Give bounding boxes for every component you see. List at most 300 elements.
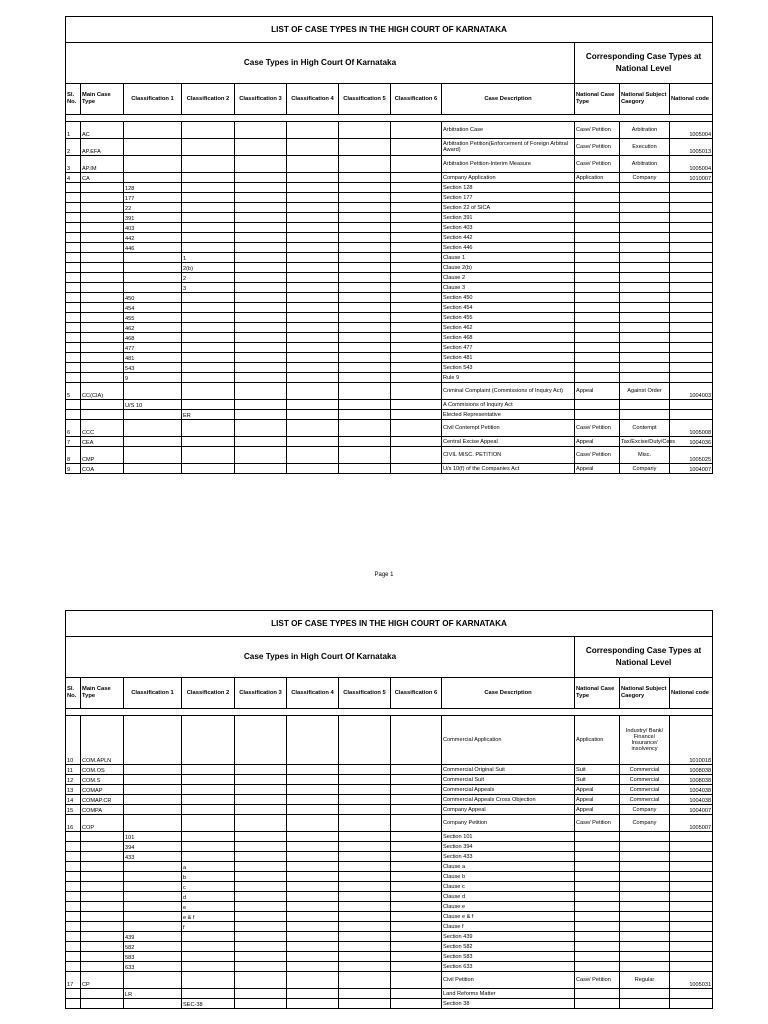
table-row (66, 323, 713, 333)
cell-classification-3 (235, 922, 287, 932)
cell-classification-6 (391, 343, 442, 353)
cell-classification-3 (235, 962, 287, 972)
cell-national-subject-category (620, 323, 670, 333)
cell-national-case-type: Appeal (575, 805, 620, 815)
cell-national-code (670, 223, 713, 233)
cell-classification-2: SEC-38 (182, 999, 235, 1009)
cell-classification-5 (339, 213, 391, 223)
table-row (66, 942, 713, 952)
cell-main-case-type: COM.S (81, 775, 124, 785)
cell-classification-1 (124, 156, 182, 173)
cell-classification-3 (235, 139, 287, 156)
cell-national-subject-category (620, 273, 670, 283)
table-row (66, 872, 713, 882)
cell-classification-6 (391, 353, 442, 363)
table-row (66, 223, 713, 233)
cell-classification-5 (339, 952, 391, 962)
cell-classification-4 (287, 922, 339, 932)
cell-classification-6 (391, 333, 442, 343)
cell-case-description: Arbitration Case (442, 122, 575, 139)
cell-classification-4 (287, 313, 339, 323)
cell-case-description: Arbitration Petition(Enforcement of Foreign Arbitral Award) (442, 139, 575, 156)
table-row (66, 156, 713, 173)
cell-classification-4 (287, 400, 339, 410)
table-row (66, 233, 713, 243)
cell-classification-5 (339, 400, 391, 410)
cell-national-case-type (575, 293, 620, 303)
cell-classification-1 (124, 862, 182, 872)
table-row (66, 420, 713, 437)
header-classification-2: Classification 2 (182, 678, 235, 709)
cell-classification-3 (235, 213, 287, 223)
cell-national-case-type (575, 333, 620, 343)
cell-main-case-type (81, 999, 124, 1009)
cell-sl-no (66, 353, 81, 363)
cell-national-case-type (575, 902, 620, 912)
cell-national-subject-category (620, 353, 670, 363)
cell-national-code (670, 989, 713, 999)
cell-main-case-type (81, 283, 124, 293)
cell-national-subject-category (620, 363, 670, 373)
cell-classification-4 (287, 815, 339, 832)
cell-national-case-type (575, 363, 620, 373)
cell-sl-no: 11 (66, 765, 81, 775)
cell-case-description: Section 391 (442, 213, 575, 223)
cell-classification-3 (235, 815, 287, 832)
cell-national-subject-category (620, 203, 670, 213)
cell-sl-no (66, 193, 81, 203)
cell-national-code (670, 363, 713, 373)
cell-national-case-type (575, 842, 620, 852)
table-row (66, 952, 713, 962)
cell-classification-5 (339, 223, 391, 233)
cell-national-code: 1004003 (670, 383, 713, 400)
cell-national-subject-category (620, 942, 670, 952)
cell-classification-3 (235, 233, 287, 243)
cell-classification-1: 454 (124, 303, 182, 313)
cell-classification-1: 462 (124, 323, 182, 333)
cell-classification-1 (124, 892, 182, 902)
cell-main-case-type (81, 303, 124, 313)
cell-sl-no (66, 343, 81, 353)
cell-national-case-type (575, 303, 620, 313)
cell-classification-5 (339, 293, 391, 303)
cell-classification-3 (235, 410, 287, 420)
cell-case-description: Section 38 (442, 999, 575, 1009)
cell-main-case-type (81, 902, 124, 912)
cell-main-case-type (81, 942, 124, 952)
cell-sl-no (66, 832, 81, 842)
cell-classification-1: 433 (124, 852, 182, 862)
cell-classification-1 (124, 464, 182, 474)
cell-classification-5 (339, 852, 391, 862)
cell-main-case-type: AC (81, 122, 124, 139)
cell-national-case-type (575, 283, 620, 293)
cell-national-case-type (575, 353, 620, 363)
cell-classification-2 (182, 437, 235, 447)
cell-main-case-type (81, 989, 124, 999)
cell-sl-no (66, 400, 81, 410)
cell-national-case-type (575, 952, 620, 962)
cell-classification-1 (124, 716, 182, 765)
table-row (66, 383, 713, 400)
cell-national-case-type: Appeal (575, 383, 620, 400)
header-classification-4: Classification 4 (287, 678, 339, 709)
cell-classification-1 (124, 882, 182, 892)
cell-national-case-type (575, 922, 620, 932)
cell-classification-1 (124, 912, 182, 922)
cell-national-subject-category (620, 922, 670, 932)
cell-classification-3 (235, 193, 287, 203)
header-classification-4: Classification 4 (287, 84, 339, 115)
case-types-table-page-1 (65, 16, 713, 474)
cell-classification-6 (391, 795, 442, 805)
cell-classification-2 (182, 323, 235, 333)
cell-main-case-type: CEA (81, 437, 124, 447)
cell-sl-no (66, 872, 81, 882)
cell-case-description: Arbitration Petition-Interim Measure (442, 156, 575, 173)
table-row (66, 892, 713, 902)
table-row (66, 400, 713, 410)
table-row (66, 922, 713, 932)
cell-national-case-type (575, 962, 620, 972)
cell-national-subject-category: Tax/Excise/Duty/Cess (621, 438, 676, 445)
cell-classification-5 (339, 173, 391, 183)
cell-main-case-type (81, 213, 124, 223)
cell-classification-5 (339, 373, 391, 383)
cell-classification-4 (287, 353, 339, 363)
table-row (66, 989, 713, 999)
cell-case-description: Company Petition (442, 815, 575, 832)
cell-classification-3 (235, 942, 287, 952)
cell-case-description: Clause c (442, 882, 575, 892)
cell-national-code (670, 932, 713, 942)
cell-national-subject-category (620, 213, 670, 223)
cell-classification-2: a (182, 862, 235, 872)
cell-classification-4 (287, 999, 339, 1009)
cell-classification-4 (287, 273, 339, 283)
cell-sl-no: 10 (66, 716, 81, 765)
cell-classification-6 (391, 805, 442, 815)
cell-classification-6 (391, 882, 442, 892)
cell-classification-1: 450 (124, 293, 182, 303)
cell-national-case-type (575, 410, 620, 420)
cell-classification-3 (235, 447, 287, 464)
cell-main-case-type: CCC (81, 420, 124, 437)
cell-classification-5 (339, 253, 391, 263)
cell-case-description: Section 177 (442, 193, 575, 203)
cell-classification-4 (287, 193, 339, 203)
cell-national-subject-category: Company (620, 464, 670, 474)
left-section-header: Case Types in High Court Of Karnataka (66, 637, 575, 678)
cell-case-description: Section 477 (442, 343, 575, 353)
cell-main-case-type: AP.EFA (81, 139, 124, 156)
cell-national-code: 1004036 (670, 437, 713, 447)
cell-classification-2: 1 (182, 253, 235, 263)
cell-classification-5 (339, 139, 391, 156)
header-classification-6: Classification 6 (391, 84, 442, 115)
cell-classification-4 (287, 363, 339, 373)
cell-classification-2 (182, 420, 235, 437)
cell-classification-4 (287, 283, 339, 293)
header-classification-6: Classification 6 (391, 678, 442, 709)
cell-classification-6 (391, 410, 442, 420)
cell-classification-1 (124, 420, 182, 437)
cell-classification-5 (339, 243, 391, 253)
cell-classification-6 (391, 972, 442, 989)
cell-national-subject-category: Contempt (620, 420, 670, 437)
cell-classification-4 (287, 862, 339, 872)
cell-national-code (670, 410, 713, 420)
cell-classification-5 (339, 273, 391, 283)
cell-national-code: 1010018 (670, 716, 713, 765)
cell-classification-3 (235, 882, 287, 892)
cell-case-description: Central Excise Appeal (442, 437, 575, 447)
cell-national-code (670, 852, 713, 862)
table-row (66, 437, 713, 447)
cell-national-subject-category: Commercial (620, 765, 670, 775)
cell-classification-1: 442 (124, 233, 182, 243)
left-section-header: Case Types in High Court Of Karnataka (66, 43, 575, 84)
cell-national-case-type: Case/ Petition (575, 139, 620, 156)
cell-national-case-type (575, 862, 620, 872)
cell-classification-1 (124, 273, 182, 283)
cell-classification-4 (287, 139, 339, 156)
cell-main-case-type (81, 193, 124, 203)
cell-classification-6 (391, 999, 442, 1009)
cell-sl-no (66, 842, 81, 852)
cell-classification-6 (391, 815, 442, 832)
cell-main-case-type (81, 293, 124, 303)
cell-classification-1: 582 (124, 942, 182, 952)
header-national-subject-category: National Subject Caegory (620, 678, 670, 709)
cell-sl-no: 2 (66, 139, 81, 156)
cell-main-case-type (81, 882, 124, 892)
cell-national-case-type (575, 273, 620, 283)
cell-national-case-type (575, 253, 620, 263)
cell-national-subject-category: Company (620, 805, 670, 815)
cell-national-code (670, 313, 713, 323)
cell-case-description: Clause e & f (442, 912, 575, 922)
table-row (66, 962, 713, 972)
cell-national-subject-category (620, 283, 670, 293)
table-row (66, 775, 713, 785)
cell-classification-3 (235, 400, 287, 410)
cell-classification-4 (287, 122, 339, 139)
cell-classification-5 (339, 233, 391, 243)
cell-classification-3 (235, 952, 287, 962)
cell-national-subject-category (620, 932, 670, 942)
table-row (66, 213, 713, 223)
cell-classification-3 (235, 842, 287, 852)
cell-classification-5 (339, 303, 391, 313)
cell-classification-5 (339, 323, 391, 333)
cell-classification-5 (339, 989, 391, 999)
cell-classification-6 (391, 373, 442, 383)
cell-national-code: 1004038 (670, 785, 713, 795)
cell-classification-6 (391, 447, 442, 464)
cell-national-subject-category (620, 962, 670, 972)
cell-sl-no (66, 323, 81, 333)
cell-classification-6 (391, 872, 442, 882)
doc-title: LIST OF CASE TYPES IN THE HIGH COURT OF KARNATAKA (66, 611, 713, 637)
cell-national-case-type: Application (575, 716, 620, 765)
cell-classification-4 (287, 932, 339, 942)
cell-classification-3 (235, 383, 287, 400)
cell-case-description: Clause a (442, 862, 575, 872)
cell-national-subject-category (620, 293, 670, 303)
cell-classification-4 (287, 383, 339, 400)
header-classification-3: Classification 3 (235, 678, 287, 709)
cell-national-subject-category: Arbitration (620, 156, 670, 173)
cell-classification-2 (182, 805, 235, 815)
cell-main-case-type (81, 862, 124, 872)
cell-sl-no (66, 999, 81, 1009)
cell-national-code (670, 922, 713, 932)
page-footer: Page 1 (374, 572, 394, 578)
cell-classification-1 (124, 122, 182, 139)
cell-sl-no: 8 (66, 447, 81, 464)
cell-classification-2: ER (182, 410, 235, 420)
cell-classification-1: 543 (124, 363, 182, 373)
cell-classification-3 (235, 173, 287, 183)
cell-classification-4 (287, 902, 339, 912)
cell-national-case-type (575, 313, 620, 323)
cell-classification-1 (124, 765, 182, 775)
cell-classification-3 (235, 420, 287, 437)
cell-national-subject-category (620, 253, 670, 263)
cell-sl-no: 1 (66, 122, 81, 139)
cell-national-subject-category (620, 952, 670, 962)
cell-case-description: Clause 2(b) (442, 263, 575, 273)
cell-national-case-type: Case/ Petition (575, 972, 620, 989)
cell-classification-6 (391, 253, 442, 263)
cell-classification-6 (391, 122, 442, 139)
cell-classification-1: 439 (124, 932, 182, 942)
cell-main-case-type (81, 353, 124, 363)
cell-sl-no: 12 (66, 775, 81, 785)
cell-classification-6 (391, 139, 442, 156)
cell-main-case-type (81, 273, 124, 283)
cell-classification-3 (235, 716, 287, 765)
cell-classification-2 (182, 795, 235, 805)
cell-sl-no: 14 (66, 795, 81, 805)
cell-classification-3 (235, 989, 287, 999)
cell-classification-2 (182, 122, 235, 139)
cell-sl-no (66, 989, 81, 999)
cell-classification-4 (287, 173, 339, 183)
cell-national-code: 1005004 (670, 156, 713, 173)
cell-classification-6 (391, 832, 442, 842)
cell-classification-1 (124, 139, 182, 156)
cell-case-description: Clause b (442, 872, 575, 882)
cell-case-description: Section 454 (442, 303, 575, 313)
cell-classification-1 (124, 815, 182, 832)
cell-national-subject-category: Execution (620, 139, 670, 156)
header-sl-no: Sl. No. (66, 678, 81, 709)
cell-classification-1 (124, 902, 182, 912)
cell-classification-5 (339, 765, 391, 775)
cell-national-case-type (575, 223, 620, 233)
cell-national-code (670, 213, 713, 223)
cell-classification-1: 481 (124, 353, 182, 363)
cell-classification-6 (391, 437, 442, 447)
cell-classification-4 (287, 716, 339, 765)
cell-national-code: 1004038 (670, 795, 713, 805)
cell-classification-2 (182, 989, 235, 999)
cell-classification-5 (339, 842, 391, 852)
table-row (66, 173, 713, 183)
cell-classification-1: 403 (124, 223, 182, 233)
cell-classification-1: 391 (124, 213, 182, 223)
table-row (66, 862, 713, 872)
cell-classification-5 (339, 815, 391, 832)
table-row (66, 972, 713, 989)
cell-national-subject-category (620, 263, 670, 273)
table-row (66, 122, 713, 139)
cell-classification-5 (339, 922, 391, 932)
cell-classification-3 (235, 343, 287, 353)
cell-classification-4 (287, 785, 339, 795)
table-row (66, 765, 713, 775)
cell-classification-4 (287, 303, 339, 313)
cell-classification-3 (235, 122, 287, 139)
cell-classification-6 (391, 263, 442, 273)
cell-main-case-type: CC(CIA) (81, 383, 124, 400)
cell-national-case-type (575, 243, 620, 253)
cell-sl-no: 7 (66, 437, 81, 447)
cell-classification-5 (339, 912, 391, 922)
cell-classification-4 (287, 892, 339, 902)
cell-classification-2 (182, 464, 235, 474)
cell-classification-4 (287, 805, 339, 815)
cell-national-code: 1005013 (670, 139, 713, 156)
header-classification-1: Classification 1 (124, 678, 182, 709)
cell-classification-4 (287, 942, 339, 952)
table-row (66, 410, 713, 420)
cell-case-description: Clause d (442, 892, 575, 902)
cell-classification-2 (182, 333, 235, 343)
header-spacer (66, 709, 713, 716)
cell-main-case-type: COMAP.CR (81, 795, 124, 805)
cell-sl-no (66, 213, 81, 223)
header-classification-3: Classification 3 (235, 84, 287, 115)
cell-classification-3 (235, 223, 287, 233)
cell-classification-3 (235, 183, 287, 193)
cell-classification-4 (287, 333, 339, 343)
cell-classification-5 (339, 283, 391, 293)
cell-case-description: Civil Contempt Petition (442, 420, 575, 437)
cell-case-description: Section 128 (442, 183, 575, 193)
cell-case-description: Section 462 (442, 323, 575, 333)
cell-classification-3 (235, 785, 287, 795)
cell-classification-1: 468 (124, 333, 182, 343)
cell-national-subject-category (620, 912, 670, 922)
header-classification-5: Classification 5 (339, 84, 391, 115)
cell-main-case-type (81, 872, 124, 882)
cell-sl-no (66, 922, 81, 932)
cell-classification-2 (182, 373, 235, 383)
cell-classification-1: 128 (124, 183, 182, 193)
cell-classification-1 (124, 283, 182, 293)
cell-case-description: Land Reforms Matter (442, 989, 575, 999)
cell-classification-3 (235, 313, 287, 323)
cell-classification-3 (235, 464, 287, 474)
header-classification-2: Classification 2 (182, 84, 235, 115)
cell-national-subject-category: Against Order (620, 383, 670, 400)
table-row (66, 815, 713, 832)
cell-classification-1 (124, 805, 182, 815)
